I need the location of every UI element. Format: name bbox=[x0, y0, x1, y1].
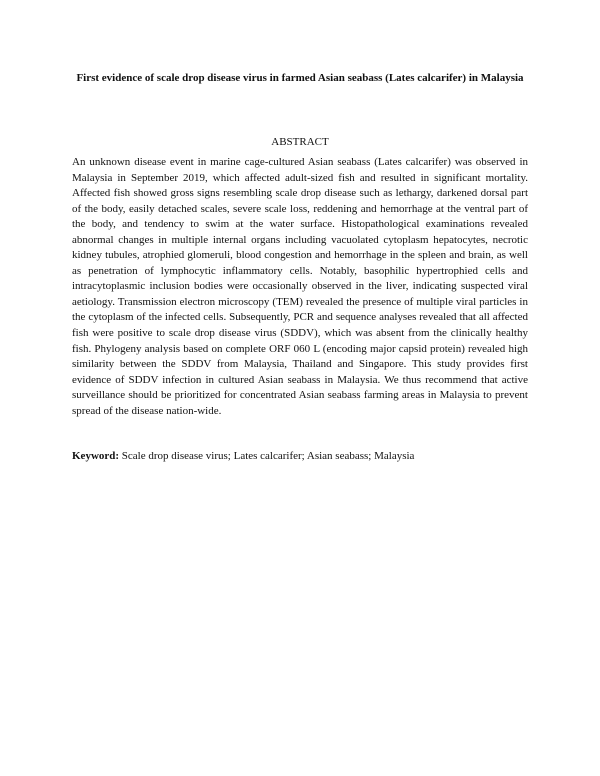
paper-title: First evidence of scale drop disease virus in farmed Asian seabass (Lates calcarifer) in Malaysia bbox=[76, 72, 524, 84]
keyword-label: Keyword: bbox=[72, 450, 120, 462]
abstract-heading: ABSTRACT bbox=[271, 136, 329, 148]
keyword-values: Scale drop disease virus; Lates calcarifer; Asian seabass; Malaysia bbox=[119, 450, 415, 462]
keywords-line bbox=[72, 449, 528, 464]
abstract-body: An unknown disease event in marine cage-cultured Asian seabass (Lates calcarifer) was observed in Malaysia in September 2019, which affected adult-sized fish and resulted in significant mortality. Affected fish showed gross signs resembling scale drop disease such as lethargy, darkened dorsal part of the body, easily detached scales, severe scale loss, reddening and hemorrhage at the ventral part of the body, and tendency to swim at the water surface. Histopathological examinations revealed abnormal changes in multiple internal organs including vacuolated cytoplasm hepatocytes, necrotic kidney tubules, atrophied glomeruli, blood congestion and hemorrhage in the spleen and brain, as well as penetration of lymphocytic inflammatory cells. Notably, basophilic hypertrophied cells and intracytoplasmic inclusion bodies were occasionally observed in the liver, indicating suspected viral aetiology. Transmission electron microscopy (TEM) revealed the presence of multiple viral particles in the cytoplasm of the infected cells. Subsequently, PCR and sequence analyses revealed that all affected fish were positive to scale drop disease virus (SDDV), which was absent from the clinically healthy fish. Phylogeny analysis based on complete ORF 060 L (encoding major capsid protein) revealed high similarity between the SDDV from Malaysia, Thailand and Singapore. This study provides first evidence of SDDV infection in cultured Asian seabass in Malaysia. We thus recommend that active surveillance should be prioritized for concentrated Asian seabass farming areas in Malaysia to prevent spread of the disease nation-wide. bbox=[72, 156, 528, 417]
